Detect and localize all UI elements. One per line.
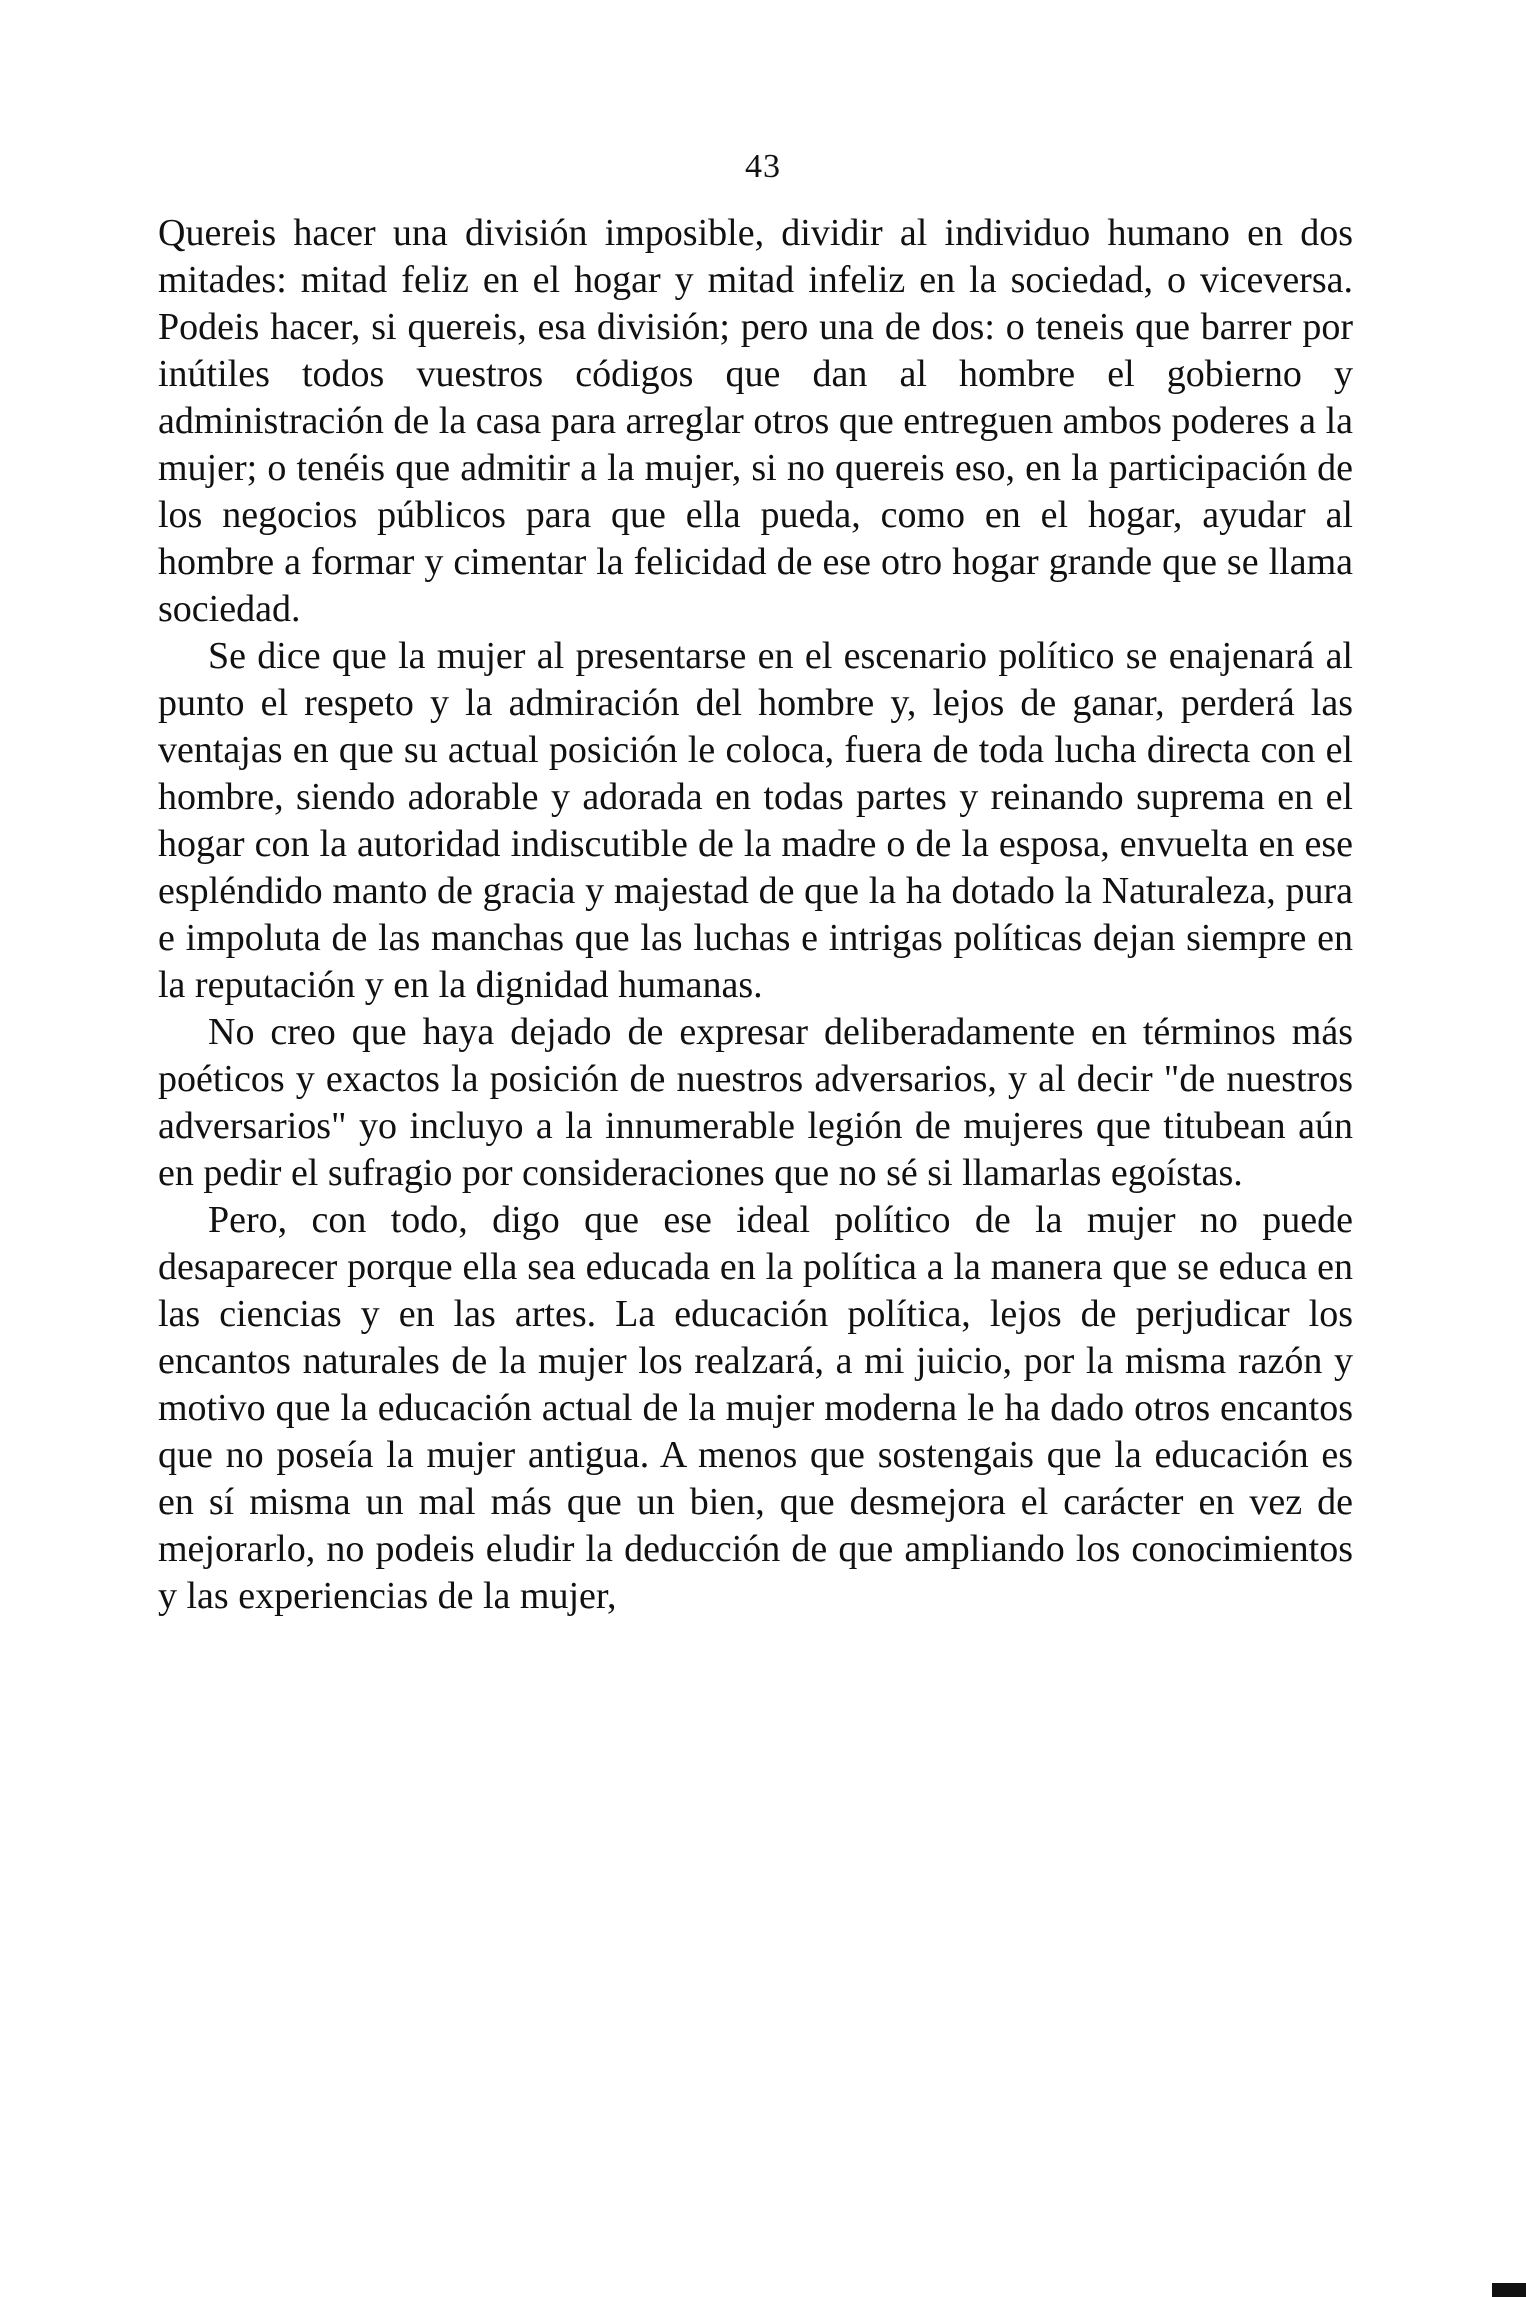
paragraph-3: No creo que haya dejado de expresar deliberadamente en términos más poéticos y exactos la posición de nuestros adversarios, y al decir "de nuestros adversarios" yo incluyo a la innumerable legión de mujeres que titubean aún en pedir el sufragio por consideraciones que no sé si llamarlas egoístas. [158, 1011, 1353, 1194]
paragraph-4: Pero, con todo, digo que ese ideal político de la mujer no puede desaparecer porque ella sea educada en la política a la manera que se educa en las ciencias y en las artes. La educación política, lejos de perjudicar los encantos naturales de la mujer los realzará, a mi juicio, por la misma razón y motivo que la educación actual de la mujer moderna le ha dado otros encantos que no poseía la mujer antigua. A menos que sostengais que la educación es en sí misma un mal más que un bien, que desmejora el carácter en vez de mejorarlo, no podeis eludir la deducción de que ampliando los conocimientos y las experiencias de la mujer, [158, 1199, 1353, 1617]
paragraph-2: Se dice que la mujer al presentarse en el escenario político se enajenará al punto el respeto y la admiración del hombre y, lejos de ganar, perderá las ventajas en que su actual posición le coloca, fuera de toda lucha directa con el hombre, siendo adorable y adorada en todas partes y reinando suprema en el hogar con la autoridad indiscutible de la madre o de la esposa, envuelta en ese espléndido manto de gracia y majestad de que la ha dotado la Naturaleza, pura e impoluta de las manchas que las luchas e intrigas políticas dejan siempre en la reputación y en la dignidad humanas. [158, 635, 1353, 1006]
paragraph-1: Quereis hacer una división imposible, dividir al individuo humano en dos mitades: mitad feliz en el hogar y mitad infeliz en la sociedad, o viceversa. Podeis hacer, si quereis, esa división; pero una de dos: o teneis que barrer por inútiles todos vuestros códigos que dan al hombre el gobierno y administración de la casa para arreglar otros que entreguen ambos poderes a la mujer; o tenéis que admitir a la mujer, si no quereis eso, en la participación de los negocios públicos para que ella pueda, como en el hogar, ayudar al hombre a formar y cimentar la felicidad de ese otro hogar grande que se llama sociedad. [158, 212, 1353, 630]
scan-edge-mark [1492, 2283, 1526, 2297]
body-text [158, 210, 1353, 1620]
page-number: 43 [745, 148, 781, 185]
